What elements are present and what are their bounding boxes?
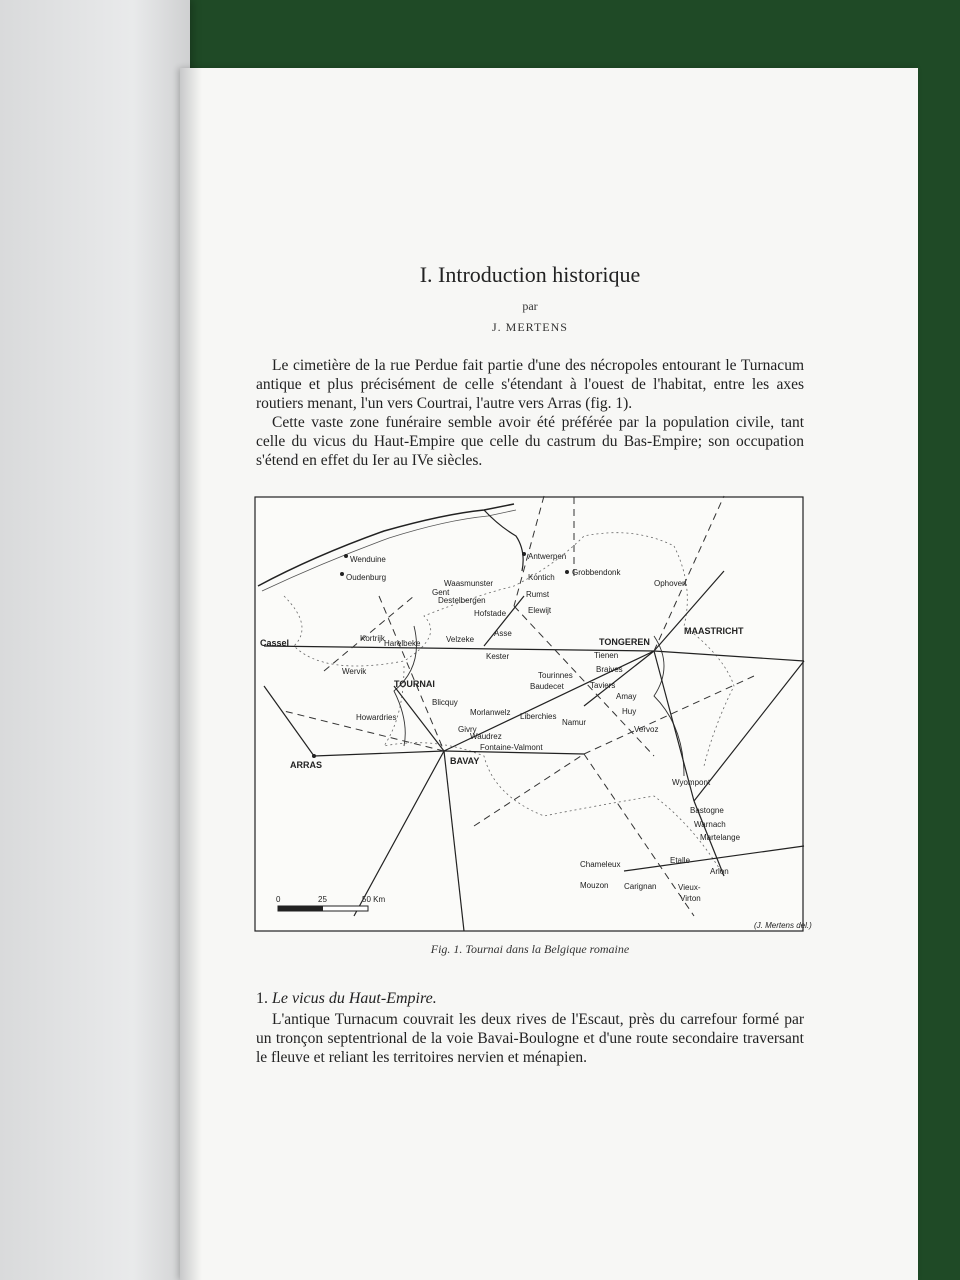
label-tourinnes: Tourinnes bbox=[538, 671, 573, 680]
label-namur: Namur bbox=[562, 718, 587, 727]
label-chameleux: Chameleux bbox=[580, 860, 621, 869]
label-kontich: Kontich bbox=[528, 573, 555, 582]
label-huy: Huy bbox=[622, 707, 637, 716]
label-vieux: Vieux- bbox=[678, 883, 701, 892]
section-title: Le vicus du Haut-Empire. bbox=[272, 990, 437, 1007]
label-martelange: Martelange bbox=[700, 833, 741, 842]
scale-0: 0 bbox=[276, 895, 281, 904]
byline-par: par bbox=[522, 299, 538, 313]
label-arlon: Arlon bbox=[710, 867, 729, 876]
label-wenduine: Wenduine bbox=[350, 555, 386, 564]
label-tournai: TOURNAI bbox=[394, 679, 435, 689]
label-harelbeke: Harelbeke bbox=[384, 639, 421, 648]
section-heading bbox=[256, 990, 437, 1008]
label-maastricht: MAASTRICHT bbox=[684, 626, 744, 636]
label-carignan: Carignan bbox=[624, 882, 657, 891]
label-mouzon: Mouzon bbox=[580, 881, 609, 890]
scale-25: 25 bbox=[318, 895, 327, 904]
section-number: 1. bbox=[256, 990, 268, 1007]
label-taviers: Taviers bbox=[590, 681, 616, 690]
label-wyompont: Wyompont bbox=[672, 778, 711, 787]
scale-50: 50 Km bbox=[362, 895, 386, 904]
author-name: J. MERTENS bbox=[492, 320, 568, 334]
label-hofstade: Hofstade bbox=[474, 609, 507, 618]
label-waudrez: Waudrez bbox=[470, 732, 502, 741]
label-liberchies: Liberchies bbox=[520, 712, 557, 721]
section-text bbox=[256, 1010, 804, 1067]
label-morlanwelz: Morlanwelz bbox=[470, 708, 511, 717]
label-amay: Amay bbox=[616, 692, 637, 701]
label-ophoven: Ophoven bbox=[654, 579, 687, 588]
label-grobbendonk: Grobbendonk bbox=[572, 568, 621, 577]
label-etalle: Etalle bbox=[670, 856, 691, 865]
label-howardries: Howardries bbox=[356, 713, 397, 722]
label-wervik: Wervik bbox=[342, 667, 367, 676]
figure-credit: (J. Mertens del.) bbox=[754, 921, 812, 930]
label-vervoz: Vervoz bbox=[634, 725, 659, 734]
label-tienen: Tienen bbox=[594, 651, 619, 660]
chapter-title: I. Introduction historique bbox=[419, 262, 641, 287]
intro-paragraph-2: Cette vaste zone funéraire semble avoir été préférée par la population civile, tant celle du vicus du Haut-Empire que celle du castrum du Bas-Empire; son occupation s'étend en effet du Ier au IVe siècles. bbox=[256, 414, 804, 469]
label-tongeren: TONGEREN bbox=[599, 637, 650, 647]
label-waasmunster: Waasmunster bbox=[444, 579, 494, 588]
label-asse: Asse bbox=[494, 629, 512, 638]
label-bastogne: Bastogne bbox=[690, 806, 724, 815]
intro-text bbox=[256, 356, 804, 470]
label-kester: Kester bbox=[486, 652, 510, 661]
left-page bbox=[0, 0, 190, 1280]
map-figure bbox=[254, 496, 812, 932]
label-braives: Braives bbox=[596, 665, 623, 674]
label-baudecet: Baudecet bbox=[530, 682, 564, 691]
label-warnach: Warnach bbox=[694, 820, 726, 829]
label-destelbergen: Destelbergen bbox=[438, 596, 486, 605]
label-elewijt: Elewijt bbox=[528, 606, 552, 615]
label-fontaine: Fontaine-Valmont bbox=[480, 743, 543, 752]
label-givry: Givry bbox=[458, 725, 477, 734]
label-arras: ARRAS bbox=[290, 760, 323, 770]
label-virton: Virton bbox=[680, 894, 701, 903]
page-gutter bbox=[180, 68, 202, 1280]
label-oudenburg: Oudenburg bbox=[346, 573, 387, 582]
label-antwerpen: Antwerpen bbox=[528, 552, 567, 561]
label-blicquy: Blicquy bbox=[432, 698, 458, 707]
label-rumst: Rumst bbox=[526, 590, 550, 599]
figure-caption: Fig. 1. Tournai dans la Belgique romaine bbox=[430, 942, 630, 956]
intro-paragraph-1: Le cimetière de la rue Perdue fait partie d'une des nécropoles entourant le Turnacum antique et plus précisément de celle s'étendant à l'ouest de l'habitat, entre les axes routiers menant, l'un vers Courtrai, l'autre vers Arras (fig. 1). bbox=[256, 357, 804, 412]
section-paragraph-1: L'antique Turnacum couvrait les deux rives de l'Escaut, près du carrefour formé par un tronçon septentrional de la voie Bavai-Boulogne et d'une route secondaire traversant le fleuve et reliant les territoires nervien et ménapien. bbox=[256, 1011, 804, 1066]
label-bavay: BAVAY bbox=[450, 756, 480, 766]
label-velzeke: Velzeke bbox=[446, 635, 475, 644]
label-kortrijk: Kortrijk bbox=[360, 634, 385, 643]
label-cassel: Cassel bbox=[260, 638, 290, 648]
label-gent: Gent bbox=[432, 588, 450, 597]
